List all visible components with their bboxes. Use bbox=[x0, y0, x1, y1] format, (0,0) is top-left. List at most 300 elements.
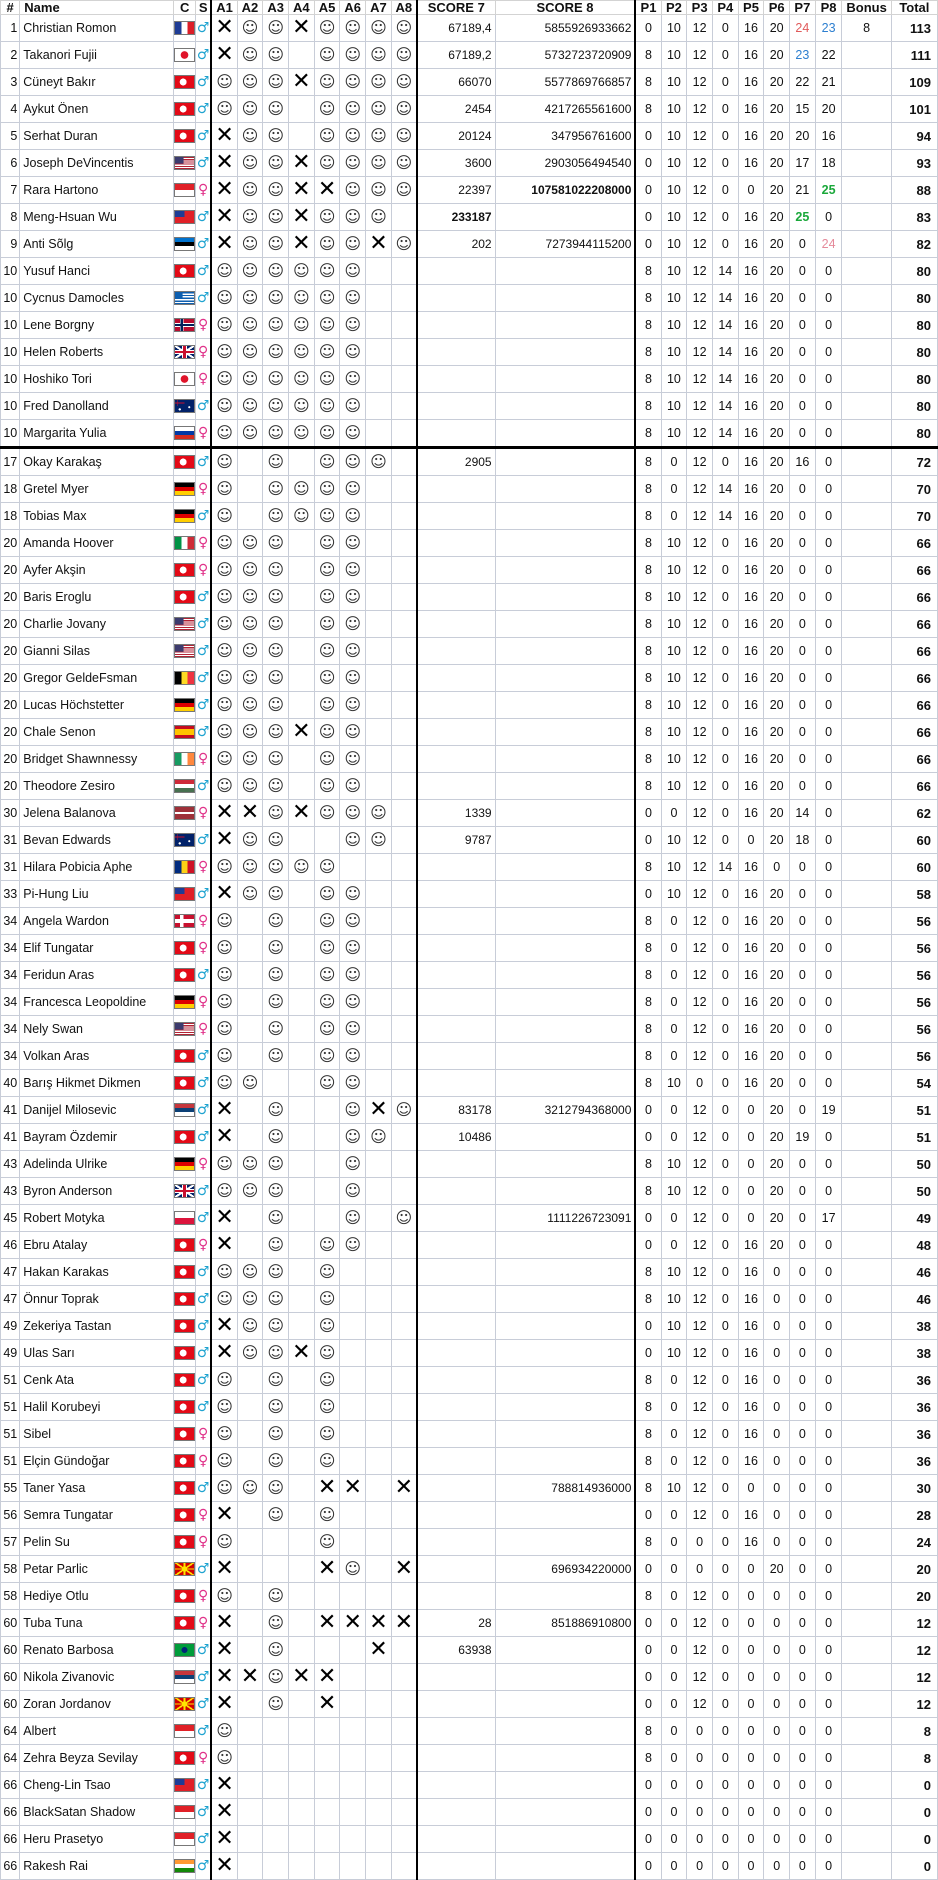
flag-rs-icon bbox=[174, 1103, 195, 1117]
points-p7: 0 bbox=[790, 1691, 816, 1718]
table-row bbox=[1, 1070, 938, 1097]
score8-cell bbox=[495, 285, 635, 312]
smiley-icon: ☺ bbox=[314, 1367, 340, 1394]
points-p3: 12 bbox=[687, 719, 713, 746]
points-p8: 0 bbox=[815, 557, 842, 584]
sex-cell bbox=[195, 285, 211, 312]
country-cell bbox=[174, 1070, 195, 1097]
empty-answer-cell bbox=[289, 1610, 315, 1637]
bonus-cell bbox=[842, 1853, 891, 1880]
smiley-icon: ☺ bbox=[314, 1448, 340, 1475]
total-cell: 28 bbox=[891, 1502, 937, 1529]
table-row bbox=[1, 1259, 938, 1286]
points-p3: 12 bbox=[687, 1394, 713, 1421]
points-p5: 0 bbox=[738, 1610, 764, 1637]
points-p6: 20 bbox=[764, 420, 790, 448]
empty-answer-cell bbox=[237, 1853, 263, 1880]
smiley-icon: ☺ bbox=[211, 908, 237, 935]
score8-cell: 1111226723091 bbox=[495, 1205, 635, 1232]
total-cell: 60 bbox=[891, 827, 937, 854]
points-p2: 0 bbox=[661, 1826, 687, 1853]
table-row bbox=[1, 123, 938, 150]
table-row bbox=[1, 1313, 938, 1340]
points-p4: 14 bbox=[712, 393, 738, 420]
bonus-cell bbox=[842, 1691, 891, 1718]
empty-answer-cell bbox=[289, 1367, 315, 1394]
empty-answer-cell bbox=[366, 1718, 392, 1745]
male-icon: ♂ bbox=[196, 209, 210, 225]
cross-icon: ✕ bbox=[211, 881, 237, 908]
points-p3: 0 bbox=[687, 1772, 713, 1799]
total-cell: 46 bbox=[891, 1259, 937, 1286]
points-p6: 20 bbox=[764, 746, 790, 773]
cross-icon: ✕ bbox=[211, 1313, 237, 1340]
smiley-icon: ☺ bbox=[366, 1124, 392, 1151]
sex-cell bbox=[195, 312, 211, 339]
male-icon: ♂ bbox=[196, 1858, 210, 1874]
empty-answer-cell bbox=[391, 719, 417, 746]
empty-answer-cell bbox=[289, 1583, 315, 1610]
male-icon: ♂ bbox=[196, 886, 210, 902]
smiley-icon: ☺ bbox=[340, 800, 366, 827]
rank-cell: 57 bbox=[1, 1529, 20, 1556]
points-p7: 0 bbox=[790, 393, 816, 420]
points-p8: 0 bbox=[815, 258, 842, 285]
sex-cell bbox=[195, 420, 211, 448]
points-p3: 12 bbox=[687, 881, 713, 908]
points-p3: 12 bbox=[687, 1367, 713, 1394]
points-p3: 12 bbox=[687, 258, 713, 285]
rank-cell: 20 bbox=[1, 719, 20, 746]
rank-cell: 47 bbox=[1, 1259, 20, 1286]
points-p2: 10 bbox=[661, 69, 687, 96]
score8-cell: 3212794368000 bbox=[495, 1097, 635, 1124]
player-name: Pi-Hung Liu bbox=[20, 881, 174, 908]
player-name: Byron Anderson bbox=[20, 1178, 174, 1205]
points-p2: 0 bbox=[661, 908, 687, 935]
table-row bbox=[1, 1718, 938, 1745]
empty-answer-cell bbox=[289, 1232, 315, 1259]
smiley-icon: ☺ bbox=[211, 1367, 237, 1394]
points-p3: 12 bbox=[687, 1232, 713, 1259]
points-p3: 0 bbox=[687, 1070, 713, 1097]
rank-cell: 4 bbox=[1, 96, 20, 123]
points-p7: 0 bbox=[790, 1799, 816, 1826]
points-p4: 0 bbox=[712, 1556, 738, 1583]
bonus-cell bbox=[842, 123, 891, 150]
flag-tr-icon bbox=[174, 1049, 195, 1063]
points-p4: 0 bbox=[712, 204, 738, 231]
table-row bbox=[1, 1124, 938, 1151]
points-p8: 0 bbox=[815, 1286, 842, 1313]
country-cell bbox=[174, 42, 195, 69]
score7-cell bbox=[417, 1826, 495, 1853]
empty-answer-cell bbox=[340, 1367, 366, 1394]
total-cell: 51 bbox=[891, 1124, 937, 1151]
smiley-icon: ☺ bbox=[237, 665, 263, 692]
points-p2: 10 bbox=[661, 42, 687, 69]
smiley-icon: ☺ bbox=[340, 611, 366, 638]
points-p5: 16 bbox=[738, 123, 764, 150]
points-p8: 22 bbox=[815, 42, 842, 69]
points-p5: 16 bbox=[738, 773, 764, 800]
player-name: Helen Roberts bbox=[20, 339, 174, 366]
score7-cell bbox=[417, 1259, 495, 1286]
points-p8: 0 bbox=[815, 719, 842, 746]
cross-icon: ✕ bbox=[211, 15, 237, 42]
points-p1: 8 bbox=[635, 989, 661, 1016]
cross-icon: ✕ bbox=[289, 231, 315, 258]
total-cell: 109 bbox=[891, 69, 937, 96]
points-p6: 20 bbox=[764, 150, 790, 177]
smiley-icon: ☺ bbox=[314, 854, 340, 881]
points-p6: 20 bbox=[764, 692, 790, 719]
points-p1: 0 bbox=[635, 800, 661, 827]
smiley-icon: ☺ bbox=[211, 665, 237, 692]
points-p1: 8 bbox=[635, 935, 661, 962]
empty-answer-cell bbox=[391, 1772, 417, 1799]
points-p7: 0 bbox=[790, 746, 816, 773]
points-p2: 0 bbox=[661, 1016, 687, 1043]
smiley-icon: ☺ bbox=[340, 503, 366, 530]
flag-us-icon bbox=[174, 617, 195, 631]
bonus-cell bbox=[842, 312, 891, 339]
empty-answer-cell bbox=[391, 746, 417, 773]
points-p4: 0 bbox=[712, 800, 738, 827]
points-p4: 0 bbox=[712, 692, 738, 719]
score7-cell: 83178 bbox=[417, 1097, 495, 1124]
smiley-icon: ☺ bbox=[211, 1070, 237, 1097]
points-p8: 0 bbox=[815, 935, 842, 962]
points-p5: 16 bbox=[738, 1043, 764, 1070]
empty-answer-cell bbox=[289, 692, 315, 719]
score7-cell bbox=[417, 584, 495, 611]
points-p5: 16 bbox=[738, 881, 764, 908]
score8-cell bbox=[495, 420, 635, 448]
smiley-icon: ☺ bbox=[211, 584, 237, 611]
smiley-icon: ☺ bbox=[263, 1475, 289, 1502]
points-p2: 10 bbox=[661, 231, 687, 258]
points-p3: 12 bbox=[687, 123, 713, 150]
player-name: Hoshiko Tori bbox=[20, 366, 174, 393]
empty-answer-cell bbox=[391, 638, 417, 665]
points-p7: 23 bbox=[790, 42, 816, 69]
points-p1: 8 bbox=[635, 96, 661, 123]
score8-cell bbox=[495, 1772, 635, 1799]
smiley-icon: ☺ bbox=[263, 312, 289, 339]
points-p1: 8 bbox=[635, 1367, 661, 1394]
bonus-cell bbox=[842, 989, 891, 1016]
smiley-icon: ☺ bbox=[340, 1232, 366, 1259]
flag-es-icon bbox=[174, 725, 195, 739]
smiley-icon: ☺ bbox=[211, 935, 237, 962]
points-p8: 0 bbox=[815, 312, 842, 339]
smiley-icon: ☺ bbox=[340, 96, 366, 123]
sex-cell bbox=[195, 1448, 211, 1475]
score8-cell bbox=[495, 1151, 635, 1178]
smiley-icon: ☺ bbox=[211, 638, 237, 665]
total-cell: 56 bbox=[891, 1016, 937, 1043]
empty-answer-cell bbox=[289, 827, 315, 854]
total-cell: 70 bbox=[891, 476, 937, 503]
points-p6: 20 bbox=[764, 258, 790, 285]
smiley-icon: ☺ bbox=[391, 1097, 417, 1124]
smiley-icon: ☺ bbox=[263, 773, 289, 800]
player-name: Zoran Jordanov bbox=[20, 1691, 174, 1718]
smiley-icon: ☺ bbox=[237, 1259, 263, 1286]
points-p1: 8 bbox=[635, 1178, 661, 1205]
smiley-icon: ☺ bbox=[263, 476, 289, 503]
score8-cell bbox=[495, 989, 635, 1016]
smiley-icon: ☺ bbox=[211, 285, 237, 312]
country-cell bbox=[174, 881, 195, 908]
empty-answer-cell bbox=[237, 476, 263, 503]
points-p2: 10 bbox=[661, 1151, 687, 1178]
country-cell bbox=[174, 177, 195, 204]
bonus-cell bbox=[842, 908, 891, 935]
flag-tr-icon bbox=[174, 968, 195, 982]
points-p2: 10 bbox=[661, 557, 687, 584]
empty-answer-cell bbox=[289, 1394, 315, 1421]
sex-cell bbox=[195, 1259, 211, 1286]
points-p7: 0 bbox=[790, 665, 816, 692]
smiley-icon: ☺ bbox=[211, 719, 237, 746]
flag-br-icon bbox=[174, 1643, 195, 1657]
points-p8: 0 bbox=[815, 611, 842, 638]
points-p5: 16 bbox=[738, 1070, 764, 1097]
empty-answer-cell bbox=[263, 1772, 289, 1799]
header-sex: S bbox=[195, 1, 211, 15]
empty-answer-cell bbox=[237, 1529, 263, 1556]
points-p7: 0 bbox=[790, 1016, 816, 1043]
flag-hu-icon bbox=[174, 779, 195, 793]
rank-cell: 58 bbox=[1, 1583, 20, 1610]
points-p7: 0 bbox=[790, 476, 816, 503]
bonus-cell bbox=[842, 177, 891, 204]
points-p6: 20 bbox=[764, 448, 790, 476]
cross-icon: ✕ bbox=[289, 15, 315, 42]
points-p7: 0 bbox=[790, 1394, 816, 1421]
points-p2: 10 bbox=[661, 827, 687, 854]
points-p2: 10 bbox=[661, 123, 687, 150]
smiley-icon: ☺ bbox=[340, 1016, 366, 1043]
header-name: Name bbox=[20, 1, 174, 15]
points-p1: 8 bbox=[635, 366, 661, 393]
score7-cell bbox=[417, 1502, 495, 1529]
smiley-icon: ☺ bbox=[211, 773, 237, 800]
points-p1: 8 bbox=[635, 1745, 661, 1772]
bonus-cell bbox=[842, 476, 891, 503]
flag-tr-icon bbox=[174, 1400, 195, 1414]
table-row bbox=[1, 611, 938, 638]
points-p8: 0 bbox=[815, 665, 842, 692]
empty-answer-cell bbox=[314, 1097, 340, 1124]
points-p3: 12 bbox=[687, 935, 713, 962]
points-p8: 0 bbox=[815, 1124, 842, 1151]
points-p2: 10 bbox=[661, 1313, 687, 1340]
points-p2: 0 bbox=[661, 989, 687, 1016]
points-p2: 0 bbox=[661, 1529, 687, 1556]
flag-tr-icon bbox=[174, 1373, 195, 1387]
flag-us-icon bbox=[174, 156, 195, 170]
empty-answer-cell bbox=[237, 1043, 263, 1070]
score7-cell bbox=[417, 476, 495, 503]
points-p4: 0 bbox=[712, 177, 738, 204]
points-p1: 8 bbox=[635, 1394, 661, 1421]
player-name: Volkan Aras bbox=[20, 1043, 174, 1070]
sex-cell bbox=[195, 1178, 211, 1205]
smiley-icon: ☺ bbox=[340, 908, 366, 935]
bonus-cell bbox=[842, 258, 891, 285]
points-p1: 8 bbox=[635, 1151, 661, 1178]
rank-cell: 34 bbox=[1, 989, 20, 1016]
smiley-icon: ☺ bbox=[340, 746, 366, 773]
points-p6: 20 bbox=[764, 1178, 790, 1205]
cross-icon: ✕ bbox=[314, 1556, 340, 1583]
flag-tr-icon bbox=[174, 590, 195, 604]
rank-cell: 10 bbox=[1, 366, 20, 393]
smiley-icon: ☺ bbox=[340, 935, 366, 962]
empty-answer-cell bbox=[289, 557, 315, 584]
bonus-cell bbox=[842, 962, 891, 989]
empty-answer-cell bbox=[237, 1691, 263, 1718]
score8-cell bbox=[495, 584, 635, 611]
empty-answer-cell bbox=[263, 1070, 289, 1097]
empty-answer-cell bbox=[391, 881, 417, 908]
empty-answer-cell bbox=[237, 1502, 263, 1529]
bonus-cell bbox=[842, 1043, 891, 1070]
bonus-cell bbox=[842, 584, 891, 611]
female-icon: ♀ bbox=[198, 425, 209, 441]
points-p5: 16 bbox=[738, 692, 764, 719]
points-p3: 12 bbox=[687, 827, 713, 854]
smiley-icon: ☺ bbox=[263, 638, 289, 665]
points-p5: 16 bbox=[738, 1016, 764, 1043]
smiley-icon: ☺ bbox=[391, 123, 417, 150]
country-cell bbox=[174, 1178, 195, 1205]
smiley-icon: ☺ bbox=[314, 1232, 340, 1259]
points-p7: 0 bbox=[790, 989, 816, 1016]
score7-cell bbox=[417, 312, 495, 339]
rank-cell: 49 bbox=[1, 1340, 20, 1367]
country-cell bbox=[174, 476, 195, 503]
player-name: Anti Sõlg bbox=[20, 231, 174, 258]
points-p7: 0 bbox=[790, 1664, 816, 1691]
points-p5: 0 bbox=[738, 1178, 764, 1205]
smiley-icon: ☺ bbox=[237, 69, 263, 96]
bonus-cell bbox=[842, 1016, 891, 1043]
points-p8: 24 bbox=[815, 231, 842, 258]
smiley-icon: ☺ bbox=[211, 962, 237, 989]
male-icon: ♂ bbox=[196, 1561, 210, 1577]
points-p7: 0 bbox=[790, 1853, 816, 1880]
points-p1: 8 bbox=[635, 665, 661, 692]
male-icon: ♂ bbox=[196, 1804, 210, 1820]
player-name: Gregor GeldeFsman bbox=[20, 665, 174, 692]
points-p3: 12 bbox=[687, 800, 713, 827]
bonus-cell bbox=[842, 231, 891, 258]
smiley-icon: ☺ bbox=[211, 611, 237, 638]
sex-cell bbox=[195, 366, 211, 393]
score8-cell bbox=[495, 773, 635, 800]
sex-cell bbox=[195, 1367, 211, 1394]
table-row bbox=[1, 584, 938, 611]
smiley-icon: ☺ bbox=[340, 177, 366, 204]
points-p3: 12 bbox=[687, 1178, 713, 1205]
empty-answer-cell bbox=[391, 1421, 417, 1448]
empty-answer-cell bbox=[314, 1151, 340, 1178]
empty-answer-cell bbox=[340, 1313, 366, 1340]
points-p1: 0 bbox=[635, 1124, 661, 1151]
sex-cell bbox=[195, 908, 211, 935]
empty-answer-cell bbox=[340, 1448, 366, 1475]
points-p5: 16 bbox=[738, 1340, 764, 1367]
player-name: Nely Swan bbox=[20, 1016, 174, 1043]
empty-answer-cell bbox=[289, 611, 315, 638]
points-p6: 20 bbox=[764, 611, 790, 638]
points-p8: 0 bbox=[815, 854, 842, 881]
points-p1: 8 bbox=[635, 1718, 661, 1745]
smiley-icon: ☺ bbox=[340, 420, 366, 448]
player-name: Zekeriya Tastan bbox=[20, 1313, 174, 1340]
flag-tw-icon bbox=[174, 887, 195, 901]
empty-answer-cell bbox=[366, 638, 392, 665]
points-p2: 10 bbox=[661, 177, 687, 204]
smiley-icon: ☺ bbox=[340, 692, 366, 719]
smiley-icon: ☺ bbox=[340, 584, 366, 611]
smiley-icon: ☺ bbox=[237, 285, 263, 312]
flag-jp-icon bbox=[174, 48, 195, 62]
rank-cell: 2 bbox=[1, 42, 20, 69]
empty-answer-cell bbox=[289, 1826, 315, 1853]
points-p3: 12 bbox=[687, 908, 713, 935]
points-p3: 12 bbox=[687, 69, 713, 96]
score7-cell bbox=[417, 1070, 495, 1097]
total-cell: 56 bbox=[891, 908, 937, 935]
empty-answer-cell bbox=[314, 1853, 340, 1880]
points-p2: 0 bbox=[661, 1583, 687, 1610]
empty-answer-cell bbox=[237, 935, 263, 962]
female-icon: ♀ bbox=[198, 1156, 209, 1172]
points-p7: 15 bbox=[790, 96, 816, 123]
country-cell bbox=[174, 231, 195, 258]
smiley-icon: ☺ bbox=[237, 420, 263, 448]
points-p4: 0 bbox=[712, 1340, 738, 1367]
empty-answer-cell bbox=[237, 1232, 263, 1259]
score8-cell bbox=[495, 665, 635, 692]
smiley-icon: ☺ bbox=[237, 881, 263, 908]
bonus-cell bbox=[842, 530, 891, 557]
flag-jp-icon bbox=[174, 372, 195, 386]
smiley-icon: ☺ bbox=[340, 989, 366, 1016]
empty-answer-cell bbox=[289, 1502, 315, 1529]
bonus-cell bbox=[842, 96, 891, 123]
points-p1: 8 bbox=[635, 1286, 661, 1313]
bonus-cell bbox=[842, 1475, 891, 1502]
rank-cell: 10 bbox=[1, 420, 20, 448]
bonus-cell bbox=[842, 1826, 891, 1853]
points-p3: 12 bbox=[687, 638, 713, 665]
points-p4: 0 bbox=[712, 1043, 738, 1070]
points-p6: 0 bbox=[764, 854, 790, 881]
player-name: Charlie Jovany bbox=[20, 611, 174, 638]
score7-cell: 10486 bbox=[417, 1124, 495, 1151]
points-p8: 0 bbox=[815, 1502, 842, 1529]
female-icon: ♀ bbox=[198, 994, 209, 1010]
points-p3: 12 bbox=[687, 854, 713, 881]
cross-icon: ✕ bbox=[289, 1340, 315, 1367]
empty-answer-cell bbox=[289, 1718, 315, 1745]
